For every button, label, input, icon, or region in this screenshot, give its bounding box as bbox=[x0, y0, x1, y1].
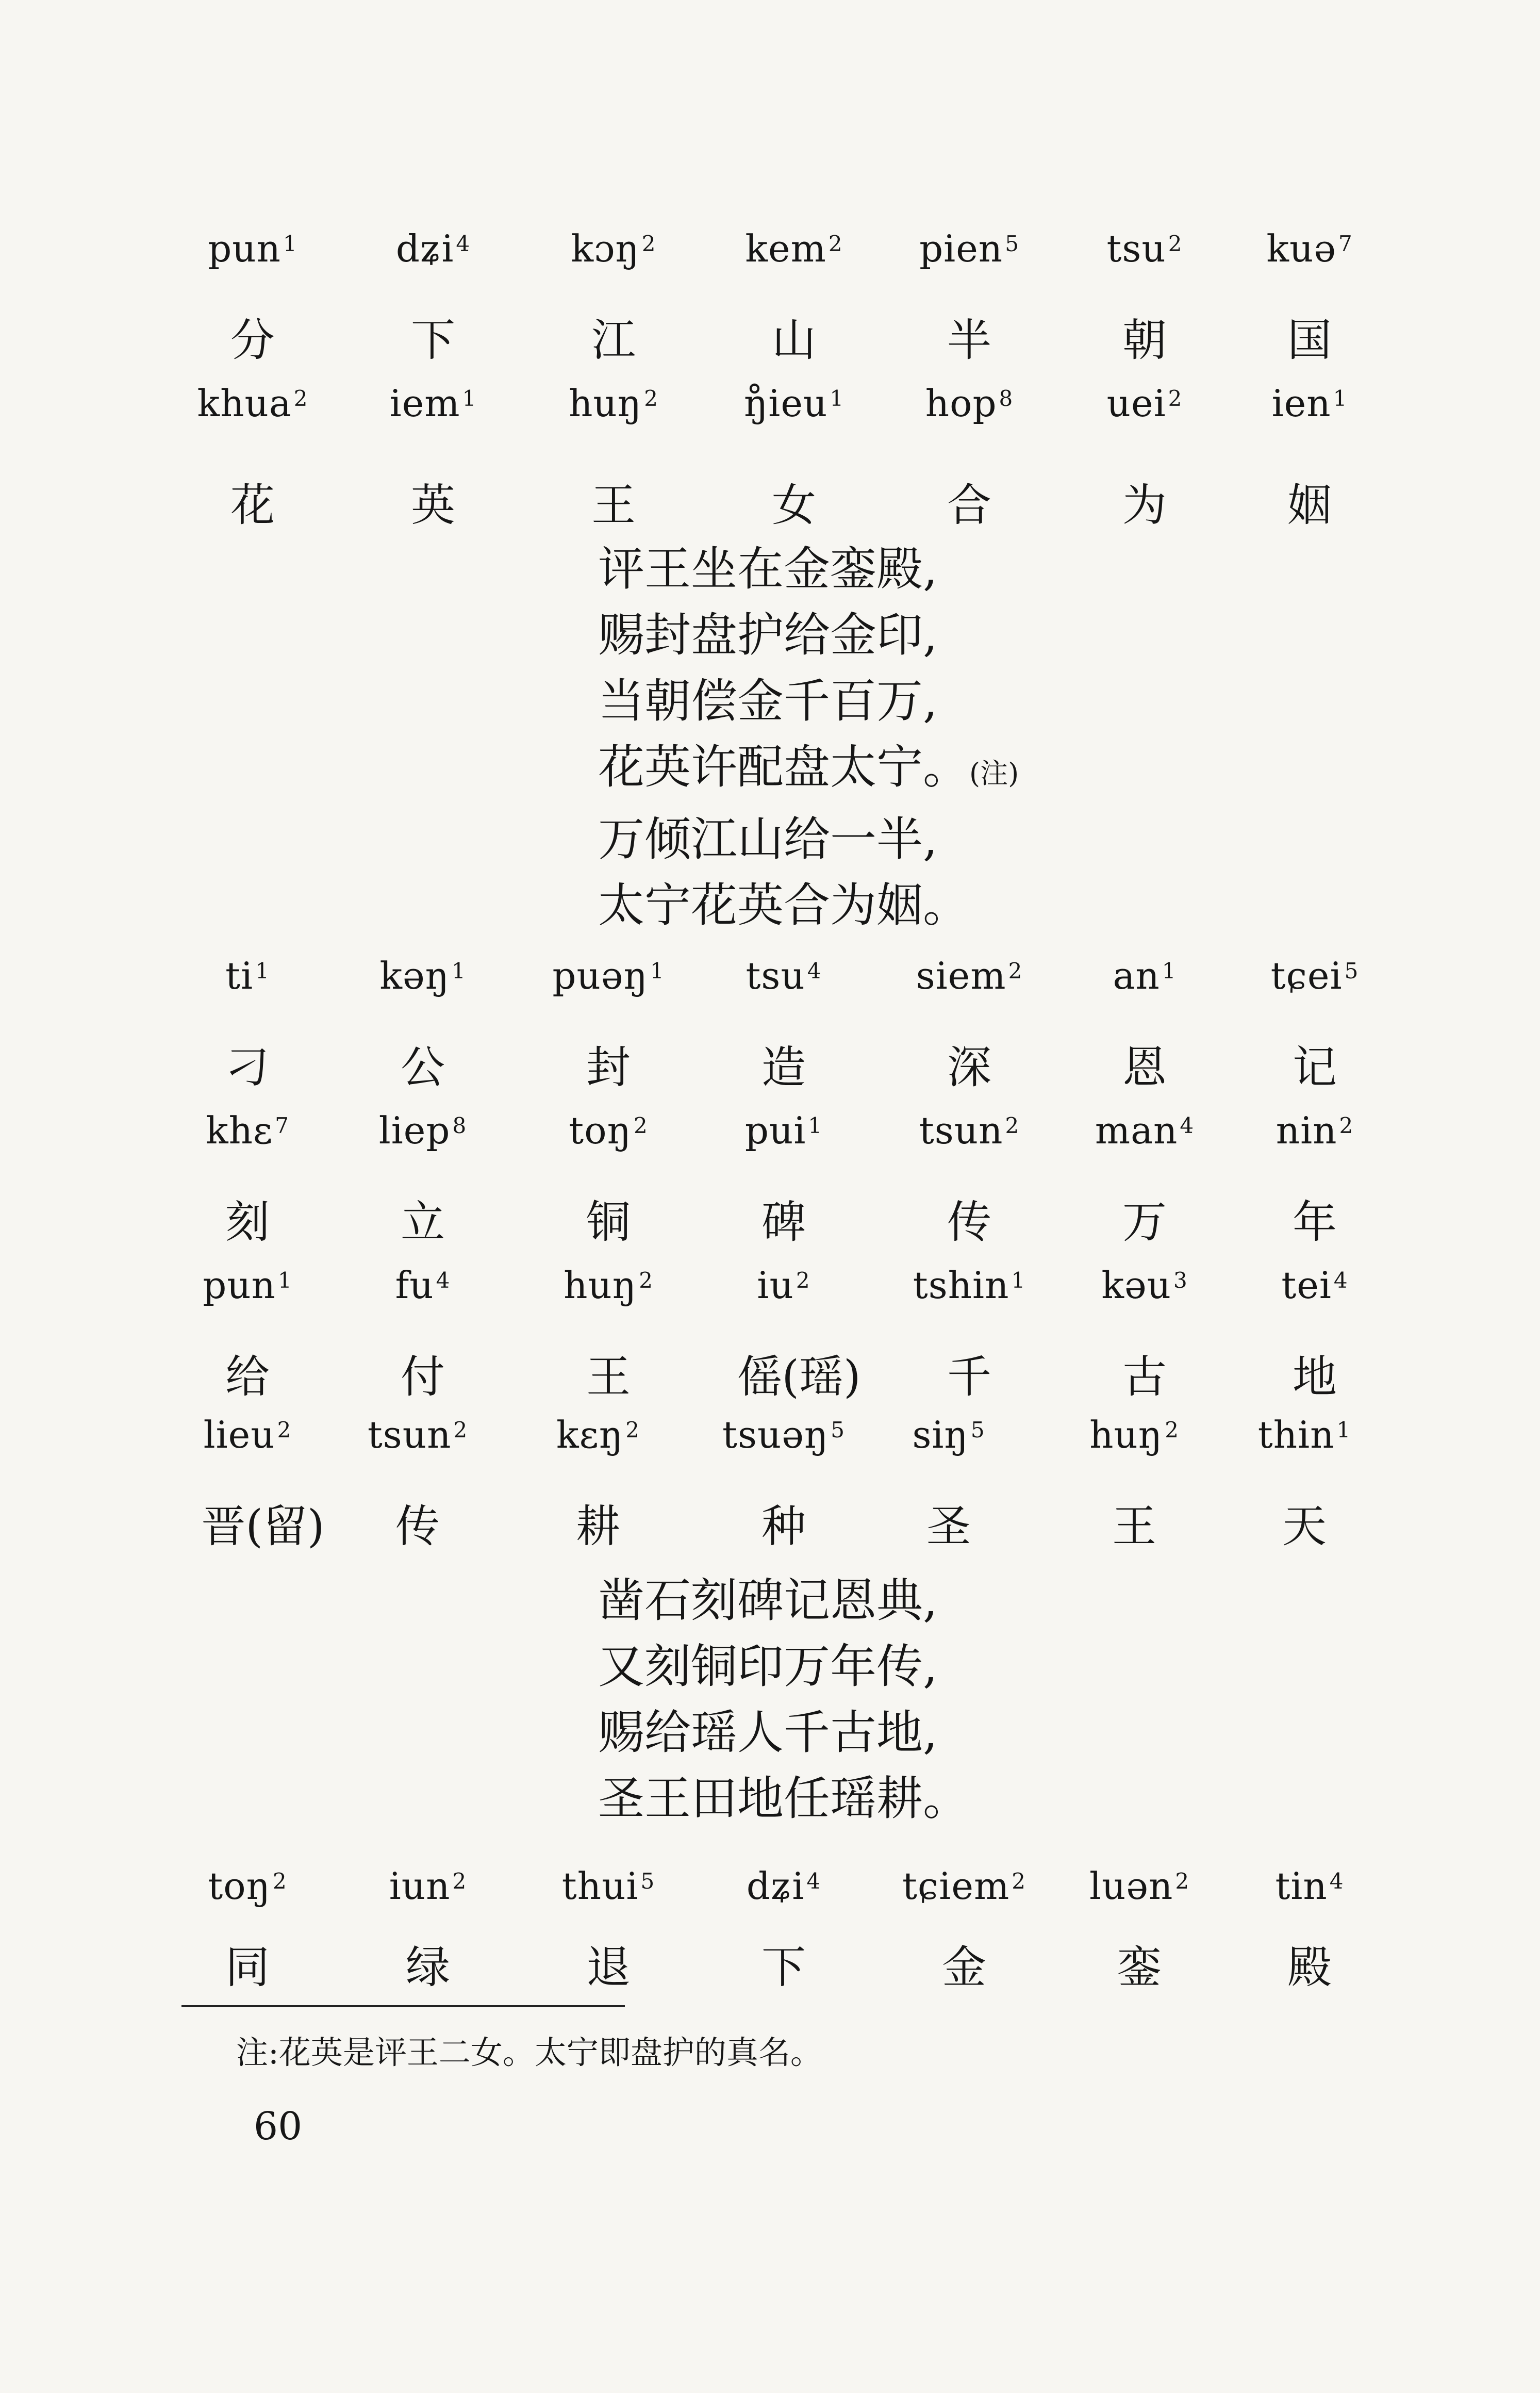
character-row bbox=[201, 304, 1371, 382]
character: 王 bbox=[1112, 1501, 1156, 1552]
syllable: siŋ$^5$ bbox=[912, 1413, 985, 1456]
character: 国 bbox=[1287, 315, 1332, 366]
syllable: pun$^1$ bbox=[208, 227, 297, 270]
verse-line: 花英许配盘太宁。(注) bbox=[598, 740, 1019, 794]
gloss-block bbox=[201, 1109, 1371, 1264]
romanization-row bbox=[201, 1864, 1371, 1942]
footnote: 注:花英是评王二女。太宁即盘护的真名。 bbox=[236, 2034, 822, 2071]
character: 种 bbox=[761, 1501, 806, 1552]
syllable: pun$^1$ bbox=[203, 1264, 292, 1307]
character: 封 bbox=[586, 1042, 631, 1093]
character: 分 bbox=[230, 315, 275, 366]
syllable: kuə$^7$ bbox=[1266, 227, 1353, 270]
syllable: dʑi$^4$ bbox=[395, 227, 471, 270]
syllable: siem$^2$ bbox=[916, 954, 1023, 997]
character: 碑 bbox=[761, 1196, 806, 1248]
gloss-block bbox=[201, 227, 1371, 382]
syllable: tɕei$^5$ bbox=[1270, 954, 1359, 997]
syllable: tɕiem$^2$ bbox=[902, 1864, 1026, 1908]
character: 付 bbox=[401, 1351, 445, 1403]
syllable: dʑi$^4$ bbox=[746, 1864, 821, 1908]
character: 英 bbox=[411, 480, 455, 531]
character: 晋(留) bbox=[201, 1501, 325, 1552]
verse-line: 赐给瑶人千古地, bbox=[598, 1706, 938, 1760]
character: 王 bbox=[591, 480, 636, 531]
character: 传 bbox=[947, 1196, 991, 1248]
character: 花 bbox=[230, 480, 275, 531]
syllable: huŋ$^2$ bbox=[569, 382, 658, 425]
character: 王 bbox=[586, 1351, 631, 1403]
verse-line: 太宁花英合为姻。 bbox=[598, 878, 969, 932]
syllable: toŋ$^2$ bbox=[569, 1109, 648, 1152]
character: 绿 bbox=[406, 1942, 450, 1993]
character: 为 bbox=[1122, 480, 1167, 531]
character: 退 bbox=[586, 1942, 631, 1993]
syllable: man$^4$ bbox=[1095, 1109, 1195, 1152]
character: 恩 bbox=[1122, 1042, 1167, 1093]
romanization-row bbox=[201, 1264, 1371, 1341]
page-number: 60 bbox=[254, 2104, 303, 2149]
footnote-divider bbox=[181, 2005, 625, 2007]
character-row bbox=[201, 1341, 1371, 1418]
gloss-block bbox=[201, 1264, 1371, 1418]
verse-line: 圣王田地任瑶耕。 bbox=[598, 1772, 969, 1826]
syllable: tsun$^2$ bbox=[367, 1413, 468, 1456]
character: 銮 bbox=[1117, 1942, 1162, 1993]
character: 下 bbox=[761, 1942, 806, 1993]
syllable: tsun$^2$ bbox=[919, 1109, 1020, 1152]
syllable: huŋ$^2$ bbox=[1089, 1413, 1179, 1456]
syllable: thin$^1$ bbox=[1257, 1413, 1351, 1456]
verse-line: 又刻铜印万年传, bbox=[598, 1640, 938, 1694]
character: 下 bbox=[411, 315, 455, 366]
syllable: kəŋ$^1$ bbox=[379, 954, 466, 997]
gloss-block bbox=[201, 1413, 1371, 1568]
syllable: tei$^4$ bbox=[1281, 1264, 1348, 1307]
translation-verse bbox=[598, 1568, 969, 1832]
syllable: lieu$^2$ bbox=[203, 1413, 292, 1456]
character: 圣 bbox=[926, 1501, 971, 1552]
gloss-block bbox=[201, 1864, 1371, 2009]
verse-line: 万倾江山给一半, bbox=[598, 812, 938, 866]
syllable: ien$^1$ bbox=[1271, 382, 1348, 425]
syllable: tsu$^4$ bbox=[746, 954, 822, 997]
note-mark: (注) bbox=[969, 757, 1019, 790]
character: 殿 bbox=[1287, 1942, 1332, 1993]
syllable: liep$^8$ bbox=[378, 1109, 467, 1152]
syllable: $iu^2$ bbox=[757, 1264, 810, 1307]
character: 给 bbox=[225, 1351, 270, 1403]
character: 同 bbox=[225, 1942, 270, 1993]
romanization-row bbox=[197, 382, 1371, 459]
character: 江 bbox=[591, 315, 636, 366]
verse-line: 赐封盘护给金印, bbox=[598, 608, 938, 662]
syllable: $ti^1$ bbox=[225, 954, 270, 997]
character: 姻 bbox=[1287, 480, 1332, 531]
verse-line: 评王坐在金銮殿, bbox=[598, 542, 938, 596]
syllable: $an^1$ bbox=[1113, 954, 1177, 997]
syllable: iem$^1$ bbox=[389, 382, 477, 425]
syllable: huŋ$^2$ bbox=[564, 1264, 653, 1307]
character: 铜 bbox=[586, 1196, 631, 1248]
syllable: khɛ$^7$ bbox=[205, 1109, 290, 1152]
character: 造 bbox=[761, 1042, 806, 1093]
character: 立 bbox=[401, 1196, 445, 1248]
syllable: nin$^2$ bbox=[1276, 1109, 1354, 1152]
verse-line: 当朝偿金千百万, bbox=[598, 674, 938, 728]
character: 古 bbox=[1122, 1351, 1167, 1403]
character-row bbox=[201, 469, 1371, 547]
romanization-row bbox=[201, 227, 1371, 304]
syllable: $fu^4$ bbox=[395, 1264, 451, 1307]
character: 传 bbox=[395, 1501, 440, 1552]
syllable: pien$^5$ bbox=[919, 227, 1019, 270]
syllable: hop$^8$ bbox=[925, 382, 1014, 425]
syllable: pui$^1$ bbox=[744, 1109, 823, 1152]
character: 记 bbox=[1293, 1042, 1337, 1093]
character: 刁 bbox=[225, 1042, 270, 1093]
translation-verse bbox=[598, 536, 1019, 939]
verse-line: 凿石刻碑记恩典, bbox=[598, 1574, 938, 1628]
character: 万 bbox=[1122, 1196, 1167, 1248]
character: 刻 bbox=[225, 1196, 270, 1248]
romanization-row bbox=[201, 1413, 1371, 1490]
character: 耕 bbox=[576, 1501, 620, 1552]
character: 千 bbox=[947, 1351, 991, 1403]
syllable: uei$^2$ bbox=[1106, 382, 1183, 425]
character: 年 bbox=[1293, 1196, 1337, 1248]
syllable: tsuəŋ$^5$ bbox=[722, 1413, 845, 1456]
syllable: thui$^5$ bbox=[561, 1864, 655, 1908]
syllable: kɔŋ$^2$ bbox=[571, 227, 656, 270]
character: 地 bbox=[1293, 1351, 1337, 1403]
syllable: puəŋ$^1$ bbox=[552, 954, 665, 997]
syllable: ŋ̊ieu$^1$ bbox=[743, 382, 844, 425]
character: 深 bbox=[947, 1042, 991, 1093]
character-row bbox=[201, 1490, 1371, 1568]
character-row bbox=[201, 1931, 1371, 2009]
character-row bbox=[201, 1186, 1371, 1264]
syllable: tin$^4$ bbox=[1275, 1864, 1344, 1908]
romanization-row bbox=[201, 1109, 1371, 1186]
syllable: kem$^2$ bbox=[745, 227, 843, 270]
syllable: kɛŋ$^2$ bbox=[556, 1413, 640, 1456]
romanization-row bbox=[201, 954, 1371, 1031]
character: 公 bbox=[401, 1042, 445, 1093]
syllable: khua$^2$ bbox=[197, 382, 308, 425]
syllable: kəu$^3$ bbox=[1101, 1264, 1188, 1307]
character: 半 bbox=[947, 315, 991, 366]
character: 合 bbox=[947, 480, 991, 531]
syllable: tshin$^1$ bbox=[913, 1264, 1026, 1307]
character: 傜(瑶) bbox=[737, 1351, 861, 1403]
character: 天 bbox=[1282, 1501, 1327, 1552]
character: 朝 bbox=[1122, 315, 1167, 366]
syllable: toŋ$^2$ bbox=[208, 1864, 287, 1908]
syllable: tsu$^2$ bbox=[1106, 227, 1183, 270]
gloss-block bbox=[201, 954, 1371, 1109]
gloss-block bbox=[197, 382, 1371, 547]
character: 金 bbox=[942, 1942, 986, 1993]
syllable: iun$^2$ bbox=[389, 1864, 467, 1908]
character-row bbox=[201, 1031, 1371, 1109]
character: 女 bbox=[772, 480, 816, 531]
character: 山 bbox=[772, 315, 816, 366]
syllable: luən$^2$ bbox=[1089, 1864, 1190, 1908]
